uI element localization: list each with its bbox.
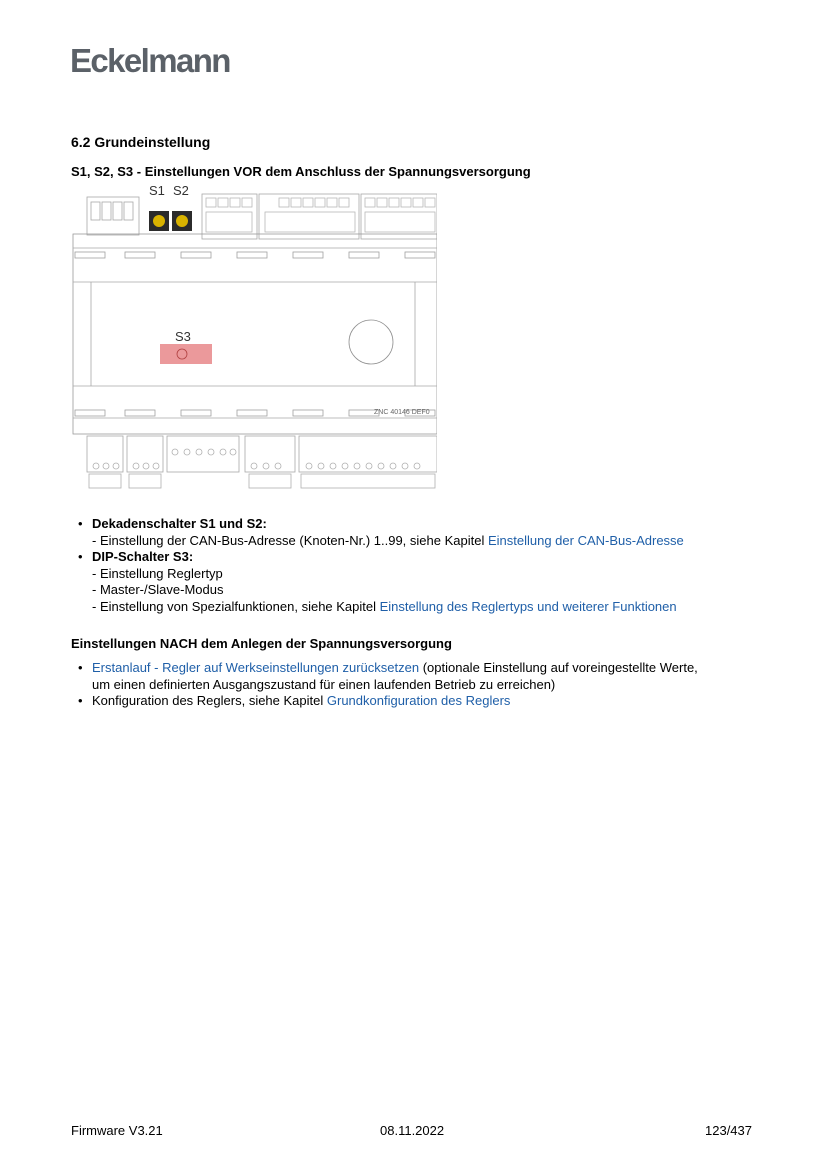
- before-settings-list: [78, 516, 684, 616]
- item-line: - Master-/Slave-Modus: [92, 582, 224, 598]
- footer-date: 08.11.2022: [380, 1123, 445, 1138]
- list-item: • Erstanlauf - Regler auf Werkseinstellungen zurücksetzen (optionale Einstellung auf voreingestellte Werte, um einen definierten Ausgangszustand für einen laufenden Betrieb zu erreichen): [78, 660, 698, 692]
- after-settings-list: [78, 660, 698, 710]
- s3-dip-switch-highlight: [160, 344, 212, 364]
- after-heading: Einstellungen NACH dem Anlegen der Spannungsversorgung: [71, 636, 452, 651]
- item-line: - Einstellung der CAN-Bus-Adresse (Knoten-Nr.) 1..99, siehe Kapitel Einstellung der CAN-Bus-Adresse: [92, 532, 684, 548]
- before-heading: S1, S2, S3 - Einstellungen VOR dem Anschluss der Spannungsversorgung: [71, 164, 531, 179]
- link-can-bus-address[interactable]: Einstellung der CAN-Bus-Adresse: [487, 532, 684, 548]
- list-item: • Konfiguration des Reglers, siehe Kapitel Grundkonfiguration des Reglers: [78, 693, 511, 709]
- eckelmann-logo: Eckelmann: [70, 42, 230, 79]
- controller-device-drawing: [69, 182, 437, 490]
- footer-firmware: Firmware V3.21: [71, 1123, 163, 1138]
- link-first-start-reset[interactable]: Erstanlauf - Regler auf Werkseinstellungen zurücksetzen: [92, 660, 420, 675]
- label-s1: S1: [149, 183, 165, 198]
- bullet: •: [78, 660, 83, 675]
- link-basic-configuration[interactable]: Grundkonfiguration des Reglers: [326, 693, 511, 709]
- item-title: DIP-Schalter S3:: [92, 549, 194, 565]
- label-s3: S3: [175, 329, 191, 344]
- bullet: •: [78, 693, 83, 709]
- footer-page-number: 123/437: [705, 1123, 752, 1138]
- label-device-code: ZNC 40146 DEF0: [374, 409, 430, 416]
- link-controller-type[interactable]: Einstellung des Reglertyps und weiterer Funktionen: [379, 598, 677, 614]
- label-s2: S2: [173, 183, 189, 198]
- list-item: [78, 516, 684, 549]
- section-title: 6.2 Grundeinstellung: [71, 134, 211, 150]
- bullet: •: [78, 516, 83, 531]
- item-title: Dekadenschalter S1 und S2:: [92, 516, 267, 531]
- item-line: - Einstellung Reglertyp: [92, 565, 223, 581]
- bullet: •: [78, 549, 83, 565]
- item-line: - Einstellung von Spezialfunktionen, siehe Kapitel Einstellung des Reglertyps und weiterer Funktionen: [92, 598, 677, 614]
- item-line: um einen definierten Ausgangszustand für einen laufenden Betrieb zu erreichen): [92, 676, 556, 692]
- list-item: [78, 549, 684, 615]
